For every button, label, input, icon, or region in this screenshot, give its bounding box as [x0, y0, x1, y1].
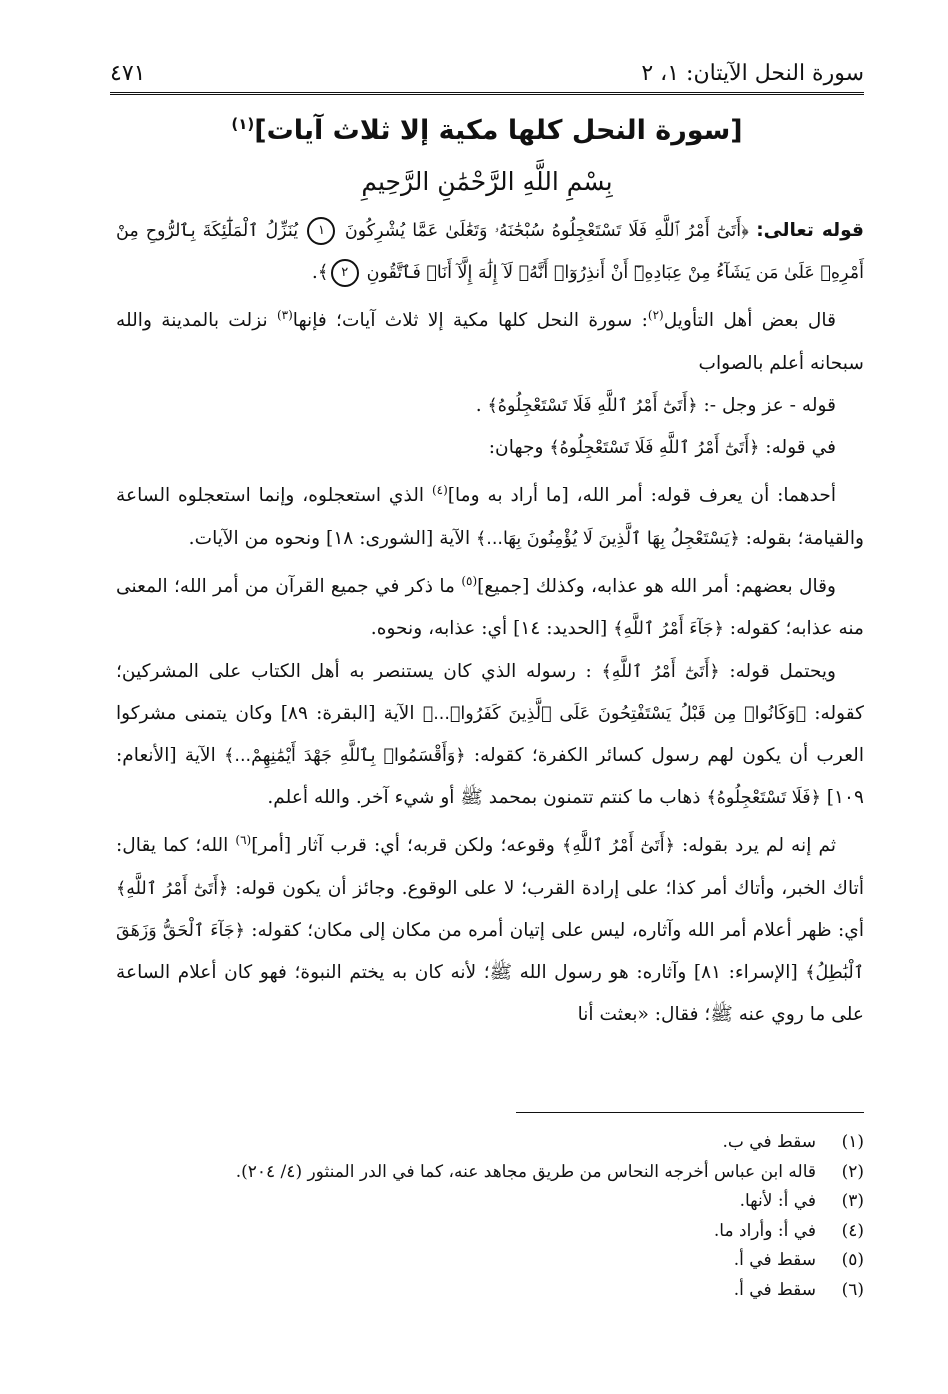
- quran-quote: ﴿أَتَىٰٓ أَمْرُ ٱللَّهِ فَلَا تَسْتَعْجِلُوهُ﴾: [487, 396, 698, 416]
- footnote: [110, 1246, 864, 1276]
- surah-title: [110, 100, 864, 155]
- main-text: [116, 210, 864, 1037]
- quran-quote: ﴿أَتَىٰٓ أَمْرُ ٱللَّهِ﴾: [601, 661, 720, 682]
- text-run: الآية [الأنعام: ١٠٩]: [116, 745, 864, 809]
- quran-quote: ﴿يَسْتَعْجِلُ بِهَا ٱلَّذِينَ لَا يُؤْمِنُونَ بِهَا...﴾: [476, 528, 740, 549]
- text-run: ويحتمل قوله:: [719, 660, 836, 682]
- verse-number-marker: ٢: [331, 259, 359, 287]
- quran-quote: يُنَزِّلُ ٱلْمَلَٰٓئِكَةَ بِٱلرُّوحِ مِنْ أَمْرِهِۦ عَلَىٰ مَن يَشَآءُ مِنْ عِبَادِهِۦٓ أَنْ أَنذِرُوٓا۟ أَنَّهُۥ لَآ إِلَٰهَ إِلَّآ أَنَا۠ فَٱتَّقُونِ: [116, 221, 864, 284]
- footnote: [110, 1128, 864, 1158]
- running-header: [110, 50, 864, 86]
- footnote-ref: (٢): [647, 308, 664, 323]
- text-run: نزلت بالمدينة والله سبحانه أعلم بالصواب: [116, 310, 864, 374]
- footnote-text: في أ: وأراد ما.: [713, 1220, 816, 1241]
- footnote-number: (١): [841, 1132, 864, 1152]
- header-rule: [110, 92, 864, 95]
- verse-close: ﴾.: [311, 262, 329, 284]
- footnote: [110, 1276, 864, 1306]
- footnote-ref: (٥): [461, 574, 478, 588]
- footnote-text: في أ: لأنها.: [739, 1191, 816, 1211]
- paragraph: [116, 469, 864, 560]
- footnote-ref: (٣): [276, 308, 293, 323]
- paragraph: [116, 385, 864, 427]
- footnote-text: قاله ابن عباس أخرجه النحاس من طريق مجاهد عنه، كما في الدر المنثور (٤/ ٢٠٤).: [235, 1161, 816, 1182]
- text-run: .: [475, 395, 488, 416]
- running-title: سورة النحل الآيتان: ١، ٢: [641, 61, 864, 86]
- basmala: بِسْمِ اللَّهِ الرَّحْمَٰنِ الرَّحِيمِ: [361, 167, 613, 196]
- verse-lead: قوله تعالى:: [756, 220, 864, 241]
- text-run: [الإسراء: ٨١] وآثاره: هو رسول الله ﷺ؛ لأنه كان به يختم النبوة؛ فهو كان أعلام الساعة على ما روي عنه ﷺ؛ فقال: «بعثت أنا: [116, 962, 864, 1026]
- footnote-number: (٦): [841, 1279, 864, 1300]
- footnote: [110, 1158, 864, 1188]
- paragraph: [116, 427, 864, 469]
- footnote-text: سقط في أ.: [733, 1250, 816, 1270]
- quran-quote: ﴿أَتَىٰٓ أَمْرُ ٱللَّهِ﴾: [116, 878, 229, 899]
- page-number: ٤٧١: [110, 61, 146, 86]
- text-run: [الحديد: ١٤] أي: عذابه، ونحوه.: [370, 618, 614, 640]
- footnote-ref: (٦): [235, 833, 252, 848]
- text-run: : سورة النحل كلها مكية إلا ثلاث آيات؛ فإنها: [292, 310, 648, 332]
- text-run: : رسوله الذي كان يستنصر به أهل الكتاب على المشركين؛ كقوله:: [116, 660, 865, 724]
- footnote-ref: (٤): [431, 483, 448, 498]
- paragraph: [116, 560, 864, 651]
- text-run: وجهان:: [488, 437, 550, 459]
- text-run: وقال بعضهم: أمر الله هو عذابه، وكذلك [جميع]: [477, 576, 837, 598]
- quran-quote: ﴿جَآءَ أَمْرُ ٱللَّهِ﴾: [613, 619, 724, 640]
- footnote-number: (٤): [841, 1220, 864, 1241]
- quran-quote: ﴿وَكَانُوا۟ مِن قَبْلُ يَسْتَفْتِحُونَ عَلَى ٱلَّذِينَ كَفَرُوا۟...﴾: [422, 703, 807, 724]
- footnote: [110, 1217, 864, 1247]
- quran-quote: ﴿أَتَىٰٓ أَمْرُ ٱللَّهِ فَلَا تَسْتَعْجِلُوهُ﴾: [549, 438, 760, 459]
- surah-title-text: [سورة النحل كلها مكية إلا ثلاث آيات]: [254, 115, 743, 146]
- footnote-number: (٥): [841, 1250, 864, 1270]
- text-run: الذي استعجلوه، وإنما استعجلوه الساعة والقيامة؛ بقوله:: [116, 485, 864, 549]
- footnote-ref: (١): [231, 115, 255, 133]
- text-run: ثم إنه لم يرد بقوله:: [674, 835, 836, 857]
- quran-quote: ﴿وَأَقْسَمُوا۟ بِٱللَّهِ جَهْدَ أَيْمَٰنِهِمْ...﴾: [224, 746, 466, 766]
- paragraph: [116, 819, 864, 1036]
- footnote: [110, 1187, 864, 1217]
- text-run: الآية [الشورى: ١٨] ونحوه من الآيات.: [188, 527, 477, 549]
- footnote-separator: [516, 1112, 864, 1113]
- footnote-text: سقط في أ.: [733, 1279, 816, 1300]
- quran-quote: ﴿جَآءَ ٱلْحَقُّ وَزَهَقَ ٱلْبَٰطِلُ﴾: [116, 921, 864, 984]
- text-run: أحدهما: أن يعرف قوله: أمر الله، [ما أراد به وما]: [447, 485, 836, 507]
- quran-quote: ﴿فَلَا تَسْتَعْجِلُوهُ﴾: [706, 788, 821, 809]
- verses-paragraph: [116, 210, 864, 294]
- text-run: وقوعه؛ ولكن قربه؛ أي: قرب آثار [أمر]: [251, 835, 562, 857]
- text-run: أي: ظهر أعلام أمر الله وآثاره، ليس على إتيان أمره من مكان إلى مكان؛ كقوله:: [244, 920, 864, 941]
- footnote-number: (٣): [841, 1191, 864, 1211]
- text-run: الآية [البقرة: ٨٩] وكان يتمنى مشركوا العرب أن يكون لهم رسول كسائر الكفرة؛ كقوله:: [116, 702, 864, 766]
- footnote-number: (٢): [841, 1161, 864, 1182]
- quran-quote: ﴿أَتَىٰٓ أَمْرُ ٱللَّهِ فَلَا تَسْتَعْجِلُوهُ سُبْحَٰنَهُۥ وَتَعَٰلَىٰ عَمَّا يُشْرِكُونَ: [344, 221, 749, 241]
- verse-number-marker: ١: [307, 217, 335, 245]
- text-run: الله؛ كما يقال: أتاك الخبر، وأتاك أمر كذا؛ على إرادة القرب؛ لا على الوقوع. وجائز أن يكون قوله:: [116, 835, 864, 899]
- text-run: قال بعض أهل التأويل: [663, 310, 836, 332]
- text-run: ذهاب ما كنتم تتمنون بمحمد ﷺ أو شيء آخر. والله أعلم.: [267, 787, 707, 809]
- footnotes: [110, 1128, 864, 1305]
- text-run: في قوله:: [759, 437, 836, 459]
- text-run: ما ذكر في جميع القرآن من أمر الله؛ المعنى منه عذابه؛ كقوله:: [116, 576, 864, 640]
- footnote-text: سقط في ب.: [722, 1132, 816, 1152]
- paragraph: [116, 651, 864, 820]
- paragraph: [116, 294, 864, 385]
- quran-quote: ﴿أَتَىٰٓ أَمْرُ ٱللَّهِ﴾: [561, 836, 675, 857]
- text-run: قوله - عز وجل -:: [697, 395, 836, 416]
